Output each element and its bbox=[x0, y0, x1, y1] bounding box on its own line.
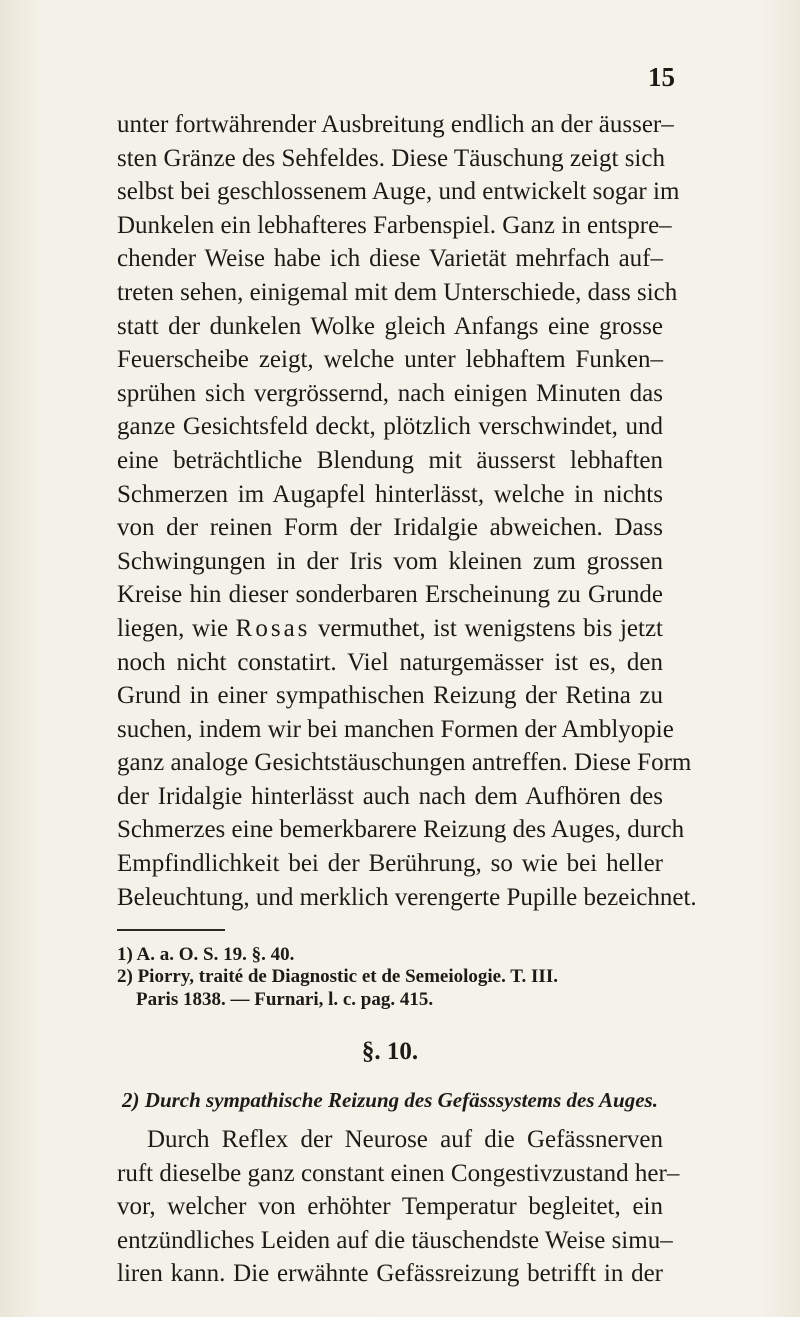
footnote-1 bbox=[117, 944, 663, 966]
line-segment: vermuthet, ist wenigstens bis jetzt bbox=[310, 614, 664, 642]
page-number: 15 bbox=[648, 62, 675, 92]
text-line: entzündliches Leiden auf die täuschendste Weise simu– bbox=[117, 1226, 673, 1254]
text-line: treten sehen, einigemal mit dem Unterschiede, dass sich bbox=[117, 278, 678, 306]
text-line: Grund in einer sympathischen Reizung der Retina zu bbox=[117, 682, 663, 710]
footnote-marker: 1) bbox=[117, 944, 133, 965]
footnote-2-continuation: Paris 1838. — Furnari, l. c. pag. 415. bbox=[136, 989, 434, 1010]
text-line: ganze Gesichtsfeld deckt, plötzlich verschwindet, und bbox=[117, 413, 663, 441]
footnote-text: A. a. O. S. 19. §. 40. bbox=[136, 944, 295, 965]
text-line-rosas bbox=[117, 612, 663, 646]
text-line: ganz analoge Gesichtstäuschungen antreffen. Diese Form bbox=[117, 749, 692, 777]
footnote-text: Piorry, traité de Diagnostic et de Semeiologie. T. III. bbox=[137, 966, 558, 987]
section-heading: 2) Durch sympathische Reizung des Gefässsystems des Auges. bbox=[122, 1088, 658, 1112]
main-paragraph bbox=[117, 108, 697, 914]
footnote-2 bbox=[117, 966, 663, 988]
text-line: Feuerscheibe zeigt, welche unter lebhaftem Funken– bbox=[117, 346, 663, 374]
line-segment: liegen, wie bbox=[117, 614, 236, 642]
text-line: liren kann. Die erwähnte Gefässreizung betrifft in der bbox=[117, 1260, 663, 1288]
text-line: Durch Reflex der Neurose auf die Gefässnerven bbox=[147, 1126, 663, 1153]
text-line: Schmerzen im Augapfel hinterlässt, welche in nichts bbox=[117, 480, 663, 508]
section-paragraph bbox=[117, 1123, 680, 1291]
text-line: statt der dunkelen Wolke gleich Anfangs eine grosse bbox=[117, 312, 663, 340]
text-line: noch nicht constatirt. Viel naturgemässer ist es, den bbox=[117, 648, 663, 676]
text-line: Schwingungen in der Iris vom kleinen zum grossen bbox=[117, 547, 663, 575]
text-line: Kreise hin dieser sonderbaren Erscheinung zu Grunde bbox=[117, 581, 663, 609]
text-line: unter fortwährender Ausbreitung endlich an der äusser– bbox=[117, 111, 674, 138]
text-line: sprühen sich vergrössernd, nach einigen Minuten das bbox=[117, 379, 663, 407]
text-line: chender Weise habe ich diese Varietät mehrfach auf– bbox=[117, 245, 663, 273]
text-line: der Iridalgie hinterlässt auch nach dem Aufhören des bbox=[117, 782, 663, 810]
text-line: suchen, indem wir bei manchen Formen der Amblyopie bbox=[117, 715, 674, 743]
author-name-rosas: Rosas bbox=[235, 614, 311, 642]
footnote-divider bbox=[117, 929, 225, 931]
footnote-marker: 2) bbox=[117, 966, 133, 987]
text-line: selbst bei geschlossenem Auge, und entwickelt sogar im bbox=[117, 178, 680, 206]
text-line: Dunkelen ein lebhafteres Farbenspiel. Ganz in entspre– bbox=[117, 211, 672, 239]
text-line: sten Gränze des Sehfeldes. Diese Täuschung zeigt sich bbox=[117, 144, 665, 172]
footnotes bbox=[117, 944, 663, 1012]
text-line: Schmerzes eine bemerkbarere Reizung des Auges, durch bbox=[117, 816, 685, 844]
section-number: §. 10. bbox=[361, 1038, 419, 1065]
text-line: von der reinen Form der Iridalgie abweichen. Dass bbox=[117, 514, 663, 542]
text-line: Beleuchtung, und merklich verengerte Pupille bezeichnet. bbox=[117, 883, 697, 911]
text-line: Empfindlichkeit bei der Berührung, so wie bei heller bbox=[117, 850, 663, 878]
text-line: vor, welcher von erhöhter Temperatur begleitet, ein bbox=[117, 1193, 663, 1221]
text-line: ruft dieselbe ganz constant einen Congestivzustand her– bbox=[117, 1159, 680, 1187]
text-line: eine beträchtliche Blendung mit äusserst lebhaften bbox=[117, 446, 663, 474]
